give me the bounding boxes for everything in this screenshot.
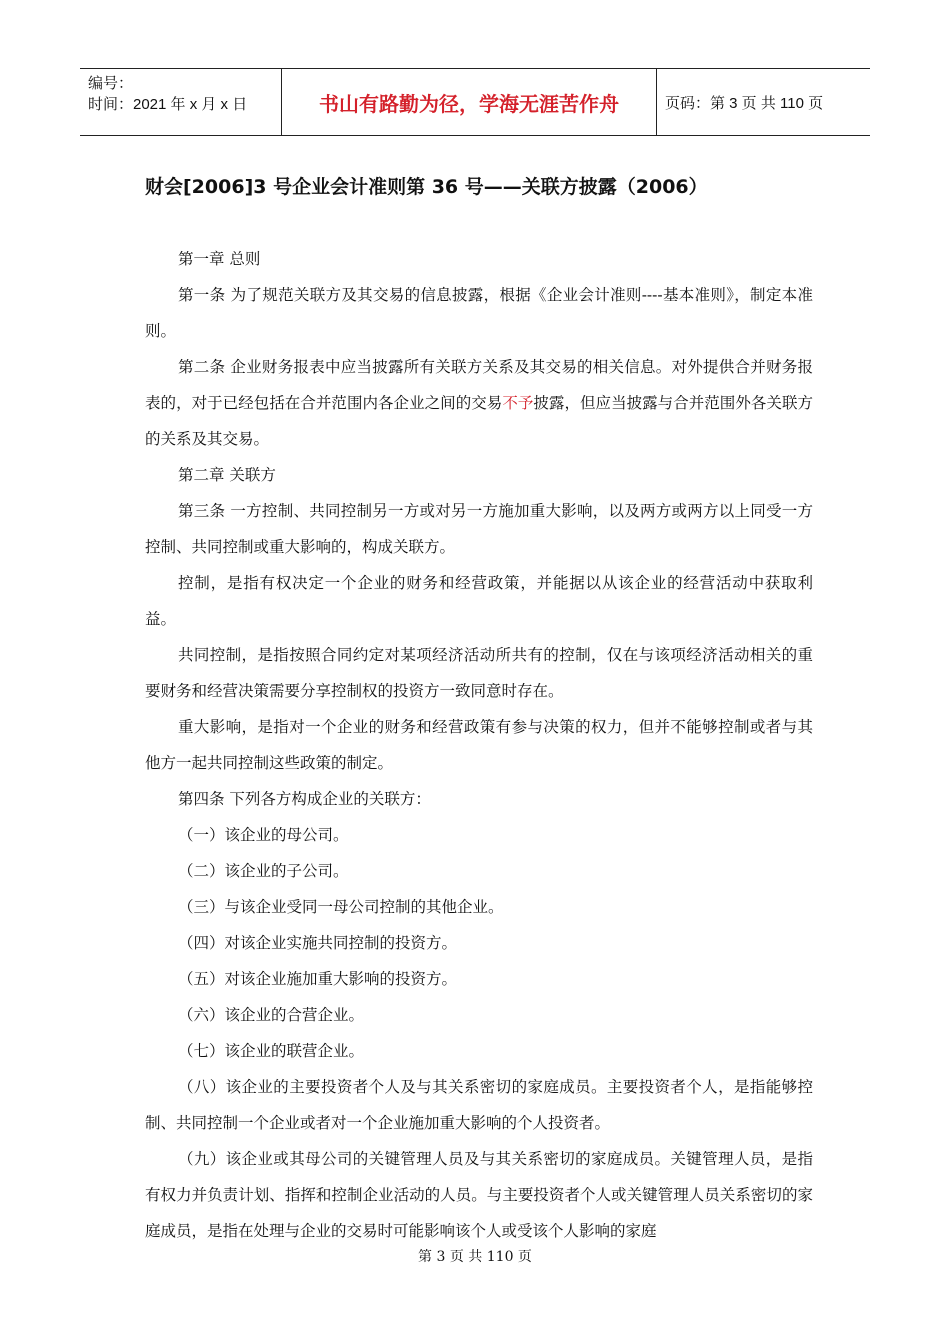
list-item: （九）该企业或其母公司的关键管理人员及与其关系密切的家庭成员。关键管理人员，是指有权力并负责计划、指挥和控制企业活动的人员。与主要投资者个人或关键管理人员关系密切的家庭成员，是指在处理与企业的交易时可能影响该个人或受该个人影响的家庭 xyxy=(145,1150,813,1240)
header-page-info: 页码：第 3 页 共 110 页 xyxy=(665,94,824,112)
list-item: （六）该企业的合营企业。 xyxy=(178,1006,365,1024)
document-title: 财会[2006]3 号企业会计准则第 36 号——关联方披露（2006） xyxy=(145,176,708,198)
header-motto: 书山有路勤为径，学海无涯苦作舟 xyxy=(282,69,657,135)
paragraph-text: 第二条 企业财务报表中应当披露所有关联方关系及其交易的相关信息。对外提供合并财务报表的，对于已经包括在合并范围内各企业之间的交易 xyxy=(145,358,813,412)
paragraph-text: 披露，但应当披露与合并范围外各关联方的关系及其交易。 xyxy=(145,394,813,448)
list-item: （四）对该企业实施共同控制的投资方。 xyxy=(178,934,458,952)
document-body xyxy=(145,241,813,1249)
paragraph: 共同控制，是指按照合同约定对某项经济活动所共有的控制，仅在与该项经济活动相关的重要财务和经营决策需要分享控制权的投资方一致同意时存在。 xyxy=(145,646,813,700)
time-label: 时间：2021 年 x 月 x 日 xyxy=(88,96,248,113)
highlighted-text: 不予 xyxy=(502,394,534,412)
paragraph: 第三条 一方控制、共同控制另一方或对另一方施加重大影响，以及两方或两方以上同受一方控制、共同控制或重大影响的，构成关联方。 xyxy=(145,502,813,556)
paragraph: 第一条 为了规范关联方及其交易的信息披露，根据《企业会计准则----基本准则》，制定本准则。 xyxy=(145,286,813,340)
paragraph: 控制，是指有权决定一个企业的财务和经营政策，并能据以从该企业的经营活动中获取利益。 xyxy=(145,574,813,628)
paragraph xyxy=(145,349,813,457)
paragraph: 重大影响，是指对一个企业的财务和经营政策有参与决策的权力，但并不能够控制或者与其他方一起共同控制这些政策的制定。 xyxy=(145,718,813,772)
list-item: （一）该企业的母公司。 xyxy=(178,826,349,844)
header-meta-cell xyxy=(80,69,282,135)
list-item: （三）与该企业受同一母公司控制的其他企业。 xyxy=(178,898,504,916)
code-label: 编号： xyxy=(88,75,134,92)
list-item: （二）该企业的子公司。 xyxy=(178,862,349,880)
document-header xyxy=(80,68,870,136)
chapter-heading: 第二章 关联方 xyxy=(178,466,276,484)
list-item: （五）对该企业施加重大影响的投资方。 xyxy=(178,970,458,988)
chapter-heading: 第一章 总则 xyxy=(178,250,261,268)
list-item: （八）该企业的主要投资者个人及与其关系密切的家庭成员。主要投资者个人，是指能够控制、共同控制一个企业或者对一个企业施加重大影响的个人投资者。 xyxy=(145,1078,813,1132)
paragraph: 第四条 下列各方构成企业的关联方： xyxy=(178,790,431,808)
list-item: （七）该企业的联营企业。 xyxy=(178,1042,365,1060)
page-footer: 第 3 页 共 110 页 xyxy=(418,1249,532,1265)
